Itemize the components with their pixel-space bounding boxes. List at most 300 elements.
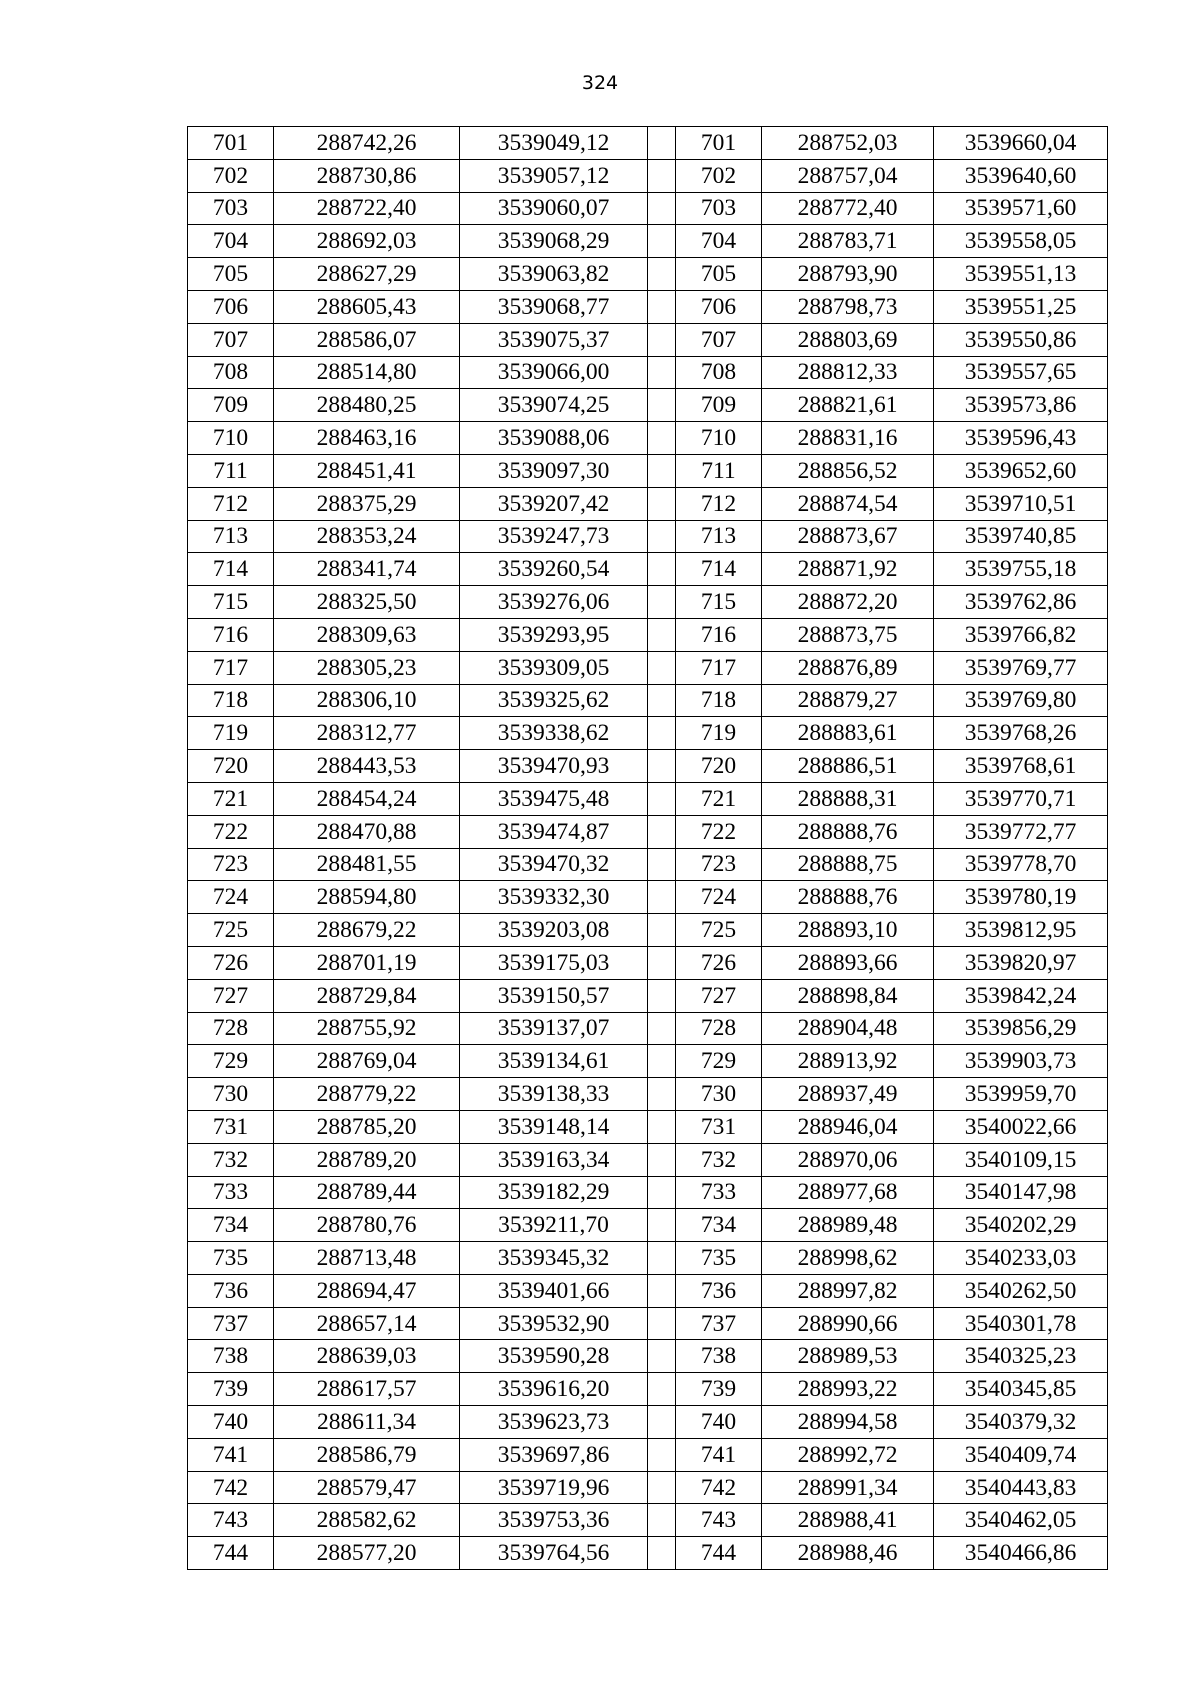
y-coordinate-left: 3539401,66	[460, 1274, 648, 1307]
y-coordinate-left: 3539134,61	[460, 1045, 648, 1078]
y-coordinate-left: 3539470,32	[460, 848, 648, 881]
x-coordinate-left: 288514,80	[274, 356, 460, 389]
point-number-left: 728	[188, 1012, 274, 1045]
y-coordinate-left: 3539163,34	[460, 1143, 648, 1176]
point-number-left: 742	[188, 1471, 274, 1504]
x-coordinate-left: 288701,19	[274, 946, 460, 979]
point-number-left: 718	[188, 684, 274, 717]
table-row	[188, 454, 1108, 487]
y-coordinate-right: 3540409,74	[934, 1438, 1108, 1471]
x-coordinate-left: 288627,29	[274, 258, 460, 291]
y-coordinate-left: 3539088,06	[460, 422, 648, 455]
x-coordinate-right: 288793,90	[762, 258, 934, 291]
y-coordinate-left: 3539247,73	[460, 520, 648, 553]
point-number-right: 729	[676, 1045, 762, 1078]
x-coordinate-left: 288722,40	[274, 192, 460, 225]
point-number-left: 722	[188, 815, 274, 848]
table-row	[188, 389, 1108, 422]
point-number-right: 701	[676, 127, 762, 160]
x-coordinate-left: 288780,76	[274, 1209, 460, 1242]
x-coordinate-right: 288898,84	[762, 979, 934, 1012]
y-coordinate-left: 3539057,12	[460, 159, 648, 192]
table-row	[188, 881, 1108, 914]
table-row	[188, 323, 1108, 356]
point-number-right: 710	[676, 422, 762, 455]
table-row	[188, 1012, 1108, 1045]
y-coordinate-right: 3540202,29	[934, 1209, 1108, 1242]
point-number-right: 733	[676, 1176, 762, 1209]
x-coordinate-right: 288873,75	[762, 618, 934, 651]
point-number-right: 705	[676, 258, 762, 291]
x-coordinate-left: 288582,62	[274, 1504, 460, 1537]
column-gap	[648, 881, 676, 914]
table-row	[188, 1045, 1108, 1078]
y-coordinate-right: 3539640,60	[934, 159, 1108, 192]
column-gap	[648, 946, 676, 979]
point-number-left: 725	[188, 914, 274, 947]
y-coordinate-right: 3539660,04	[934, 127, 1108, 160]
point-number-left: 732	[188, 1143, 274, 1176]
column-gap	[648, 225, 676, 258]
point-number-left: 727	[188, 979, 274, 1012]
point-number-right: 740	[676, 1406, 762, 1439]
point-number-right: 716	[676, 618, 762, 651]
point-number-right: 744	[676, 1537, 762, 1570]
point-number-left: 704	[188, 225, 274, 258]
y-coordinate-right: 3539551,25	[934, 290, 1108, 323]
y-coordinate-right: 3539959,70	[934, 1078, 1108, 1111]
y-coordinate-left: 3539097,30	[460, 454, 648, 487]
x-coordinate-left: 288577,20	[274, 1537, 460, 1570]
y-coordinate-left: 3539532,90	[460, 1307, 648, 1340]
x-coordinate-right: 288871,92	[762, 553, 934, 586]
point-number-left: 738	[188, 1340, 274, 1373]
column-gap	[648, 356, 676, 389]
table-row	[188, 1537, 1108, 1570]
table-row	[188, 684, 1108, 717]
point-number-left: 719	[188, 717, 274, 750]
x-coordinate-left: 288617,57	[274, 1373, 460, 1406]
table-row	[188, 127, 1108, 160]
table-row	[188, 782, 1108, 815]
y-coordinate-left: 3539719,96	[460, 1471, 648, 1504]
page-number: 324	[581, 72, 619, 94]
x-coordinate-right: 288752,03	[762, 127, 934, 160]
column-gap	[648, 750, 676, 783]
table-row	[188, 979, 1108, 1012]
table-row	[188, 520, 1108, 553]
column-gap	[648, 1012, 676, 1045]
point-number-left: 705	[188, 258, 274, 291]
column-gap	[648, 1471, 676, 1504]
coordinates-table	[187, 126, 1108, 1570]
column-gap	[648, 815, 676, 848]
x-coordinate-left: 288309,63	[274, 618, 460, 651]
y-coordinate-right: 3539842,24	[934, 979, 1108, 1012]
table-row	[188, 717, 1108, 750]
y-coordinate-right: 3539558,05	[934, 225, 1108, 258]
table-row	[188, 815, 1108, 848]
x-coordinate-right: 288888,75	[762, 848, 934, 881]
x-coordinate-right: 288772,40	[762, 192, 934, 225]
point-number-right: 707	[676, 323, 762, 356]
x-coordinate-left: 288755,92	[274, 1012, 460, 1045]
point-number-right: 706	[676, 290, 762, 323]
y-coordinate-left: 3539150,57	[460, 979, 648, 1012]
x-coordinate-left: 288692,03	[274, 225, 460, 258]
column-gap	[648, 454, 676, 487]
x-coordinate-left: 288730,86	[274, 159, 460, 192]
table-row	[188, 586, 1108, 619]
point-number-right: 724	[676, 881, 762, 914]
y-coordinate-right: 3540262,50	[934, 1274, 1108, 1307]
column-gap	[648, 1143, 676, 1176]
y-coordinate-right: 3539571,60	[934, 192, 1108, 225]
point-number-right: 718	[676, 684, 762, 717]
point-number-left: 730	[188, 1078, 274, 1111]
y-coordinate-right: 3540462,05	[934, 1504, 1108, 1537]
x-coordinate-left: 288305,23	[274, 651, 460, 684]
y-coordinate-left: 3539137,07	[460, 1012, 648, 1045]
table-row	[188, 422, 1108, 455]
point-number-right: 723	[676, 848, 762, 881]
column-gap	[648, 1340, 676, 1373]
point-number-left: 715	[188, 586, 274, 619]
table-row	[188, 848, 1108, 881]
x-coordinate-left: 288579,47	[274, 1471, 460, 1504]
x-coordinate-left: 288657,14	[274, 1307, 460, 1340]
y-coordinate-left: 3539293,95	[460, 618, 648, 651]
y-coordinate-left: 3539590,28	[460, 1340, 648, 1373]
point-number-right: 742	[676, 1471, 762, 1504]
column-gap	[648, 258, 676, 291]
x-coordinate-left: 288769,04	[274, 1045, 460, 1078]
x-coordinate-right: 288874,54	[762, 487, 934, 520]
y-coordinate-left: 3539276,06	[460, 586, 648, 619]
x-coordinate-left: 288785,20	[274, 1110, 460, 1143]
y-coordinate-left: 3539203,08	[460, 914, 648, 947]
point-number-right: 712	[676, 487, 762, 520]
column-gap	[648, 389, 676, 422]
table-row	[188, 553, 1108, 586]
column-gap	[648, 1176, 676, 1209]
point-number-right: 737	[676, 1307, 762, 1340]
y-coordinate-right: 3539812,95	[934, 914, 1108, 947]
x-coordinate-right: 288856,52	[762, 454, 934, 487]
x-coordinate-left: 288694,47	[274, 1274, 460, 1307]
x-coordinate-left: 288325,50	[274, 586, 460, 619]
point-number-right: 728	[676, 1012, 762, 1045]
y-coordinate-right: 3539778,70	[934, 848, 1108, 881]
x-coordinate-right: 288831,16	[762, 422, 934, 455]
x-coordinate-left: 288480,25	[274, 389, 460, 422]
point-number-left: 743	[188, 1504, 274, 1537]
x-coordinate-right: 288997,82	[762, 1274, 934, 1307]
column-gap	[648, 586, 676, 619]
table-row	[188, 750, 1108, 783]
column-gap	[648, 290, 676, 323]
x-coordinate-right: 288783,71	[762, 225, 934, 258]
y-coordinate-left: 3539260,54	[460, 553, 648, 586]
y-coordinate-right: 3540443,83	[934, 1471, 1108, 1504]
y-coordinate-right: 3539780,19	[934, 881, 1108, 914]
table-row	[188, 1471, 1108, 1504]
y-coordinate-left: 3539207,42	[460, 487, 648, 520]
point-number-right: 720	[676, 750, 762, 783]
x-coordinate-right: 288993,22	[762, 1373, 934, 1406]
x-coordinate-left: 288443,53	[274, 750, 460, 783]
y-coordinate-left: 3539060,07	[460, 192, 648, 225]
x-coordinate-right: 288886,51	[762, 750, 934, 783]
point-number-right: 732	[676, 1143, 762, 1176]
x-coordinate-right: 288873,67	[762, 520, 934, 553]
x-coordinate-right: 288977,68	[762, 1176, 934, 1209]
x-coordinate-left: 288454,24	[274, 782, 460, 815]
point-number-left: 708	[188, 356, 274, 389]
column-gap	[648, 159, 676, 192]
point-number-right: 715	[676, 586, 762, 619]
point-number-left: 724	[188, 881, 274, 914]
table-row	[188, 225, 1108, 258]
x-coordinate-left: 288605,43	[274, 290, 460, 323]
x-coordinate-left: 288586,07	[274, 323, 460, 356]
column-gap	[648, 192, 676, 225]
point-number-right: 739	[676, 1373, 762, 1406]
point-number-left: 717	[188, 651, 274, 684]
x-coordinate-right: 288990,66	[762, 1307, 934, 1340]
x-coordinate-left: 288789,20	[274, 1143, 460, 1176]
point-number-left: 702	[188, 159, 274, 192]
point-number-right: 730	[676, 1078, 762, 1111]
y-coordinate-right: 3539768,26	[934, 717, 1108, 750]
y-coordinate-right: 3540325,23	[934, 1340, 1108, 1373]
y-coordinate-left: 3539332,30	[460, 881, 648, 914]
point-number-left: 714	[188, 553, 274, 586]
y-coordinate-right: 3539755,18	[934, 553, 1108, 586]
y-coordinate-left: 3539475,48	[460, 782, 648, 815]
column-gap	[648, 684, 676, 717]
point-number-right: 725	[676, 914, 762, 947]
x-coordinate-left: 288742,26	[274, 127, 460, 160]
column-gap	[648, 1242, 676, 1275]
x-coordinate-left: 288611,34	[274, 1406, 460, 1439]
point-number-right: 726	[676, 946, 762, 979]
x-coordinate-left: 288306,10	[274, 684, 460, 717]
table-row	[188, 1176, 1108, 1209]
point-number-right: 713	[676, 520, 762, 553]
point-number-right: 731	[676, 1110, 762, 1143]
x-coordinate-right: 288888,76	[762, 881, 934, 914]
y-coordinate-right: 3540022,66	[934, 1110, 1108, 1143]
y-coordinate-left: 3539753,36	[460, 1504, 648, 1537]
x-coordinate-right: 288876,89	[762, 651, 934, 684]
point-number-right: 736	[676, 1274, 762, 1307]
y-coordinate-left: 3539325,62	[460, 684, 648, 717]
table-row	[188, 1307, 1108, 1340]
point-number-left: 723	[188, 848, 274, 881]
y-coordinate-left: 3539470,93	[460, 750, 648, 783]
x-coordinate-left: 288586,79	[274, 1438, 460, 1471]
point-number-left: 707	[188, 323, 274, 356]
x-coordinate-left: 288451,41	[274, 454, 460, 487]
x-coordinate-left: 288470,88	[274, 815, 460, 848]
y-coordinate-right: 3540466,86	[934, 1537, 1108, 1570]
column-gap	[648, 1274, 676, 1307]
y-coordinate-right: 3539550,86	[934, 323, 1108, 356]
y-coordinate-right: 3540301,78	[934, 1307, 1108, 1340]
point-number-right: 719	[676, 717, 762, 750]
table-row	[188, 618, 1108, 651]
table-row	[188, 1504, 1108, 1537]
x-coordinate-right: 288893,10	[762, 914, 934, 947]
x-coordinate-right: 288970,06	[762, 1143, 934, 1176]
point-number-right: 711	[676, 454, 762, 487]
table-row	[188, 159, 1108, 192]
point-number-left: 721	[188, 782, 274, 815]
y-coordinate-left: 3539764,56	[460, 1537, 648, 1570]
table-row	[188, 1242, 1108, 1275]
point-number-right: 727	[676, 979, 762, 1012]
y-coordinate-right: 3539769,80	[934, 684, 1108, 717]
y-coordinate-left: 3539074,25	[460, 389, 648, 422]
y-coordinate-right: 3539596,43	[934, 422, 1108, 455]
column-gap	[648, 520, 676, 553]
point-number-left: 701	[188, 127, 274, 160]
point-number-left: 733	[188, 1176, 274, 1209]
column-gap	[648, 1504, 676, 1537]
x-coordinate-left: 288594,80	[274, 881, 460, 914]
y-coordinate-right: 3539762,86	[934, 586, 1108, 619]
y-coordinate-left: 3539309,05	[460, 651, 648, 684]
x-coordinate-right: 288946,04	[762, 1110, 934, 1143]
column-gap	[648, 1438, 676, 1471]
column-gap	[648, 651, 676, 684]
point-number-right: 709	[676, 389, 762, 422]
column-gap	[648, 1307, 676, 1340]
y-coordinate-left: 3539616,20	[460, 1373, 648, 1406]
table-row	[188, 258, 1108, 291]
point-number-left: 736	[188, 1274, 274, 1307]
table-row	[188, 1110, 1108, 1143]
column-gap	[648, 1373, 676, 1406]
x-coordinate-left: 288679,22	[274, 914, 460, 947]
y-coordinate-left: 3539068,29	[460, 225, 648, 258]
y-coordinate-left: 3539148,14	[460, 1110, 648, 1143]
y-coordinate-left: 3539211,70	[460, 1209, 648, 1242]
column-gap	[648, 323, 676, 356]
y-coordinate-right: 3540233,03	[934, 1242, 1108, 1275]
x-coordinate-left: 288312,77	[274, 717, 460, 750]
point-number-right: 743	[676, 1504, 762, 1537]
y-coordinate-left: 3539063,82	[460, 258, 648, 291]
x-coordinate-right: 288821,61	[762, 389, 934, 422]
y-coordinate-right: 3539772,77	[934, 815, 1108, 848]
table-row	[188, 1406, 1108, 1439]
y-coordinate-right: 3540379,32	[934, 1406, 1108, 1439]
point-number-left: 720	[188, 750, 274, 783]
x-coordinate-right: 288888,76	[762, 815, 934, 848]
point-number-left: 711	[188, 454, 274, 487]
table-row	[188, 1274, 1108, 1307]
column-gap	[648, 717, 676, 750]
column-gap	[648, 979, 676, 1012]
point-number-right: 735	[676, 1242, 762, 1275]
point-number-right: 708	[676, 356, 762, 389]
x-coordinate-right: 288991,34	[762, 1471, 934, 1504]
y-coordinate-right: 3539769,77	[934, 651, 1108, 684]
x-coordinate-left: 288639,03	[274, 1340, 460, 1373]
x-coordinate-right: 288888,31	[762, 782, 934, 815]
table-row	[188, 1373, 1108, 1406]
table-row	[188, 487, 1108, 520]
y-coordinate-right: 3539652,60	[934, 454, 1108, 487]
y-coordinate-left: 3539049,12	[460, 127, 648, 160]
y-coordinate-left: 3539075,37	[460, 323, 648, 356]
point-number-left: 726	[188, 946, 274, 979]
y-coordinate-left: 3539623,73	[460, 1406, 648, 1439]
y-coordinate-right: 3539766,82	[934, 618, 1108, 651]
y-coordinate-right: 3539551,13	[934, 258, 1108, 291]
table-row	[188, 651, 1108, 684]
point-number-right: 741	[676, 1438, 762, 1471]
column-gap	[648, 848, 676, 881]
x-coordinate-right: 288937,49	[762, 1078, 934, 1111]
point-number-left: 716	[188, 618, 274, 651]
y-coordinate-right: 3539557,65	[934, 356, 1108, 389]
x-coordinate-right: 288798,73	[762, 290, 934, 323]
column-gap	[648, 1045, 676, 1078]
table-row	[188, 1438, 1108, 1471]
table-row	[188, 946, 1108, 979]
point-number-left: 706	[188, 290, 274, 323]
x-coordinate-right: 288872,20	[762, 586, 934, 619]
x-coordinate-right: 288879,27	[762, 684, 934, 717]
point-number-right: 717	[676, 651, 762, 684]
x-coordinate-left: 288353,24	[274, 520, 460, 553]
point-number-right: 702	[676, 159, 762, 192]
y-coordinate-right: 3540109,15	[934, 1143, 1108, 1176]
column-gap	[648, 1537, 676, 1570]
x-coordinate-right: 288998,62	[762, 1242, 934, 1275]
y-coordinate-left: 3539338,62	[460, 717, 648, 750]
column-gap	[648, 1209, 676, 1242]
y-coordinate-right: 3539856,29	[934, 1012, 1108, 1045]
point-number-left: 710	[188, 422, 274, 455]
y-coordinate-right: 3539820,97	[934, 946, 1108, 979]
y-coordinate-left: 3539068,77	[460, 290, 648, 323]
x-coordinate-left: 288713,48	[274, 1242, 460, 1275]
table-row	[188, 290, 1108, 323]
point-number-left: 713	[188, 520, 274, 553]
y-coordinate-right: 3540345,85	[934, 1373, 1108, 1406]
point-number-right: 714	[676, 553, 762, 586]
y-coordinate-left: 3539182,29	[460, 1176, 648, 1209]
point-number-left: 744	[188, 1537, 274, 1570]
y-coordinate-left: 3539697,86	[460, 1438, 648, 1471]
table-row	[188, 1209, 1108, 1242]
table-row	[188, 1078, 1108, 1111]
column-gap	[648, 1110, 676, 1143]
x-coordinate-right: 288989,53	[762, 1340, 934, 1373]
table-row	[188, 1340, 1108, 1373]
table-row	[188, 192, 1108, 225]
x-coordinate-left: 288375,29	[274, 487, 460, 520]
y-coordinate-right: 3539770,71	[934, 782, 1108, 815]
y-coordinate-left: 3539066,00	[460, 356, 648, 389]
point-number-left: 740	[188, 1406, 274, 1439]
x-coordinate-right: 288883,61	[762, 717, 934, 750]
x-coordinate-right: 288992,72	[762, 1438, 934, 1471]
